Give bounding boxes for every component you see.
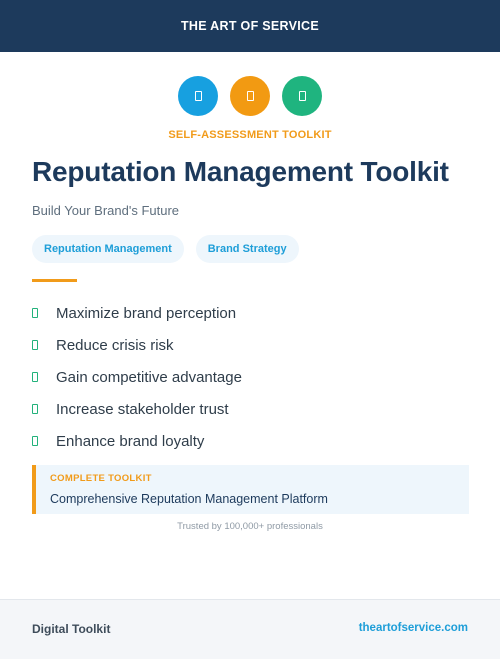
brand-name: THE ART OF SERVICE bbox=[180, 19, 320, 33]
check-icon bbox=[32, 404, 38, 414]
document-icon bbox=[178, 76, 218, 116]
tag-list bbox=[32, 235, 299, 263]
footer-bar bbox=[0, 599, 500, 659]
check-icon bbox=[32, 436, 38, 446]
header-bar bbox=[0, 0, 500, 52]
callout-label: COMPLETE TOOLKIT bbox=[50, 473, 152, 484]
trust-note: Trusted by 100,000+ professionals bbox=[177, 521, 323, 532]
list-item bbox=[32, 329, 242, 361]
benefit-text: Gain competitive advantage bbox=[56, 368, 242, 386]
accent-divider bbox=[32, 279, 77, 282]
list-item bbox=[32, 425, 242, 457]
benefit-text: Increase stakeholder trust bbox=[56, 400, 229, 418]
benefit-text: Reduce crisis risk bbox=[56, 336, 174, 354]
tag-reputation-management: Reputation Management bbox=[32, 235, 184, 263]
document-icon bbox=[282, 76, 322, 116]
check-icon bbox=[32, 308, 38, 318]
benefit-text: Maximize brand perception bbox=[56, 304, 237, 322]
footer-website-link[interactable]: theartofservice.com bbox=[358, 622, 468, 634]
check-icon bbox=[32, 340, 38, 350]
list-item bbox=[32, 297, 242, 329]
footer-label: Digital Toolkit bbox=[32, 622, 111, 636]
benefit-text: Enhance brand loyalty bbox=[56, 432, 205, 450]
page-subtitle: Build Your Brand's Future bbox=[32, 203, 180, 218]
category-kicker: SELF-ASSESSMENT TOOLKIT bbox=[168, 129, 332, 141]
document-icon bbox=[230, 76, 270, 116]
icon-row bbox=[0, 76, 500, 116]
callout-text: Comprehensive Reputation Management Platform bbox=[50, 492, 328, 506]
check-icon bbox=[32, 372, 38, 382]
tag-brand-strategy: Brand Strategy bbox=[196, 235, 299, 263]
list-item bbox=[32, 393, 242, 425]
benefit-list bbox=[32, 297, 242, 457]
list-item bbox=[32, 361, 242, 393]
toolkit-callout bbox=[32, 465, 469, 514]
page-title: Reputation Management Toolkit bbox=[32, 156, 449, 187]
